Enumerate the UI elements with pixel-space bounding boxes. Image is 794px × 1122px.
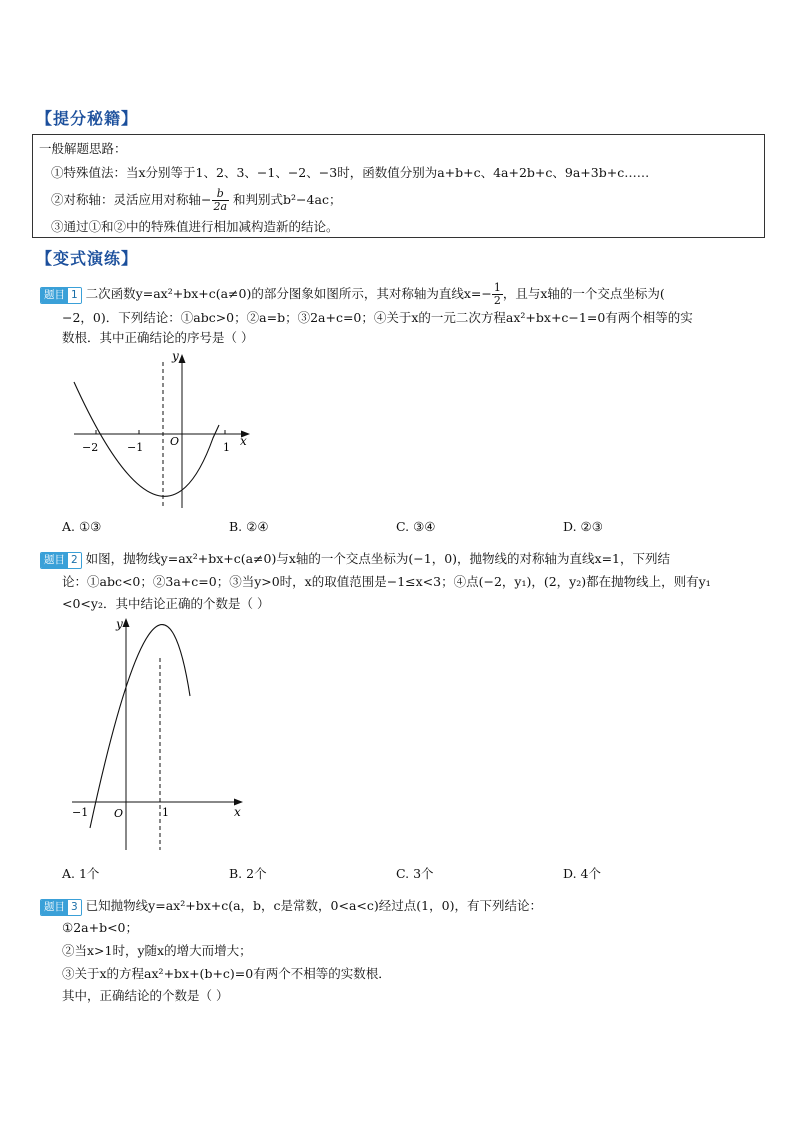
problem-1-graph — [60, 348, 260, 513]
origin-label: O — [170, 435, 180, 448]
tips-item-3: ③通过①和②中的特殊值进行相加减构造新的结论。 — [51, 219, 339, 234]
problem-1-line-1 — [40, 281, 665, 307]
problem-2-option-d[interactable]: D. 4个 — [563, 866, 601, 881]
x-axis-label: x — [240, 434, 247, 448]
problem-3-statement-1: ①2a+b<0； — [62, 920, 139, 935]
fraction-denominator: 2 — [493, 294, 501, 307]
y-axis-arrow — [123, 618, 130, 627]
fraction-numerator: b — [212, 188, 230, 201]
problem-2-option-c[interactable]: C. 3个 — [396, 866, 434, 881]
problem-1-option-b[interactable]: B. ②④ — [229, 519, 269, 534]
problem-3-statement-3: ③关于x的方程ax²+bx+(b+c)=0有两个不相等的实数根． — [62, 966, 391, 981]
problem-3-badge — [40, 899, 82, 916]
fraction-numerator: 1 — [493, 281, 501, 294]
tips-item-2-suffix: 和判别式b²−4ac； — [233, 192, 342, 207]
problem-2-line-2: 论：①abc<0；②3a+c=0；③当y>0时，x的取值范围是−1≤x<3；④点(−2，y₁)，(2，y₂)都在抛物线上，则有y₁ — [62, 574, 711, 589]
badge-number: 2 — [68, 553, 81, 568]
problem-2-line-3: <0<y₂．其中结论正确的个数是（ ） — [62, 596, 270, 611]
problem-1-text-b: ，且与x轴的一个交点坐标为( — [502, 286, 665, 301]
tick-label-neg2: −2 — [82, 441, 99, 454]
badge-number: 3 — [68, 900, 81, 915]
problem-1-text-a: 二次函数y=ax²+bx+c(a≠0)的部分图象如图所示，其对称轴为直线x=− — [85, 286, 492, 301]
problem-1-option-d[interactable]: D. ②③ — [563, 519, 603, 534]
tips-section-title: 【提分秘籍】 — [36, 109, 139, 128]
problem-2-option-b[interactable]: B. 2个 — [229, 866, 267, 881]
parabola-curve — [90, 625, 190, 828]
problem-2-graph — [68, 614, 258, 854]
problem-3-question: 其中，正确结论的个数是（ ） — [62, 988, 229, 1003]
badge-label: 题目 — [41, 553, 68, 568]
origin-label: O — [114, 807, 124, 820]
problem-3-text: 已知抛物线y=ax²+bx+c(a，b，c是常数，0<a<c)经过点(1，0)，有下列结论： — [85, 898, 542, 913]
problem-1-line-2: −2，0)．下列结论：①abc>0；②a=b；③2a+c=0；④关于x的一元二次方程ax²+bx+c−1=0有两个相等的实 — [62, 310, 693, 325]
problem-1-badge — [40, 287, 82, 304]
parabola-curve — [74, 382, 219, 496]
tips-item-2: ②对称轴：灵活应用对称轴− $\frac{b}{2a}$ 和判别式b²−4ac； — [51, 187, 342, 213]
y-axis-label: y — [172, 349, 179, 363]
problem-1-line-3: 数根．其中正确结论的序号是（ ） — [62, 330, 254, 345]
tick-label-neg1: −1 — [127, 441, 144, 454]
y-axis-label: y — [116, 617, 123, 631]
y-axis-arrow — [179, 354, 186, 363]
problem-2-line-1 — [40, 551, 670, 568]
badge-number: 1 — [68, 288, 81, 303]
problem-3-statement-2: ②当x>1时，y随x的增大而增大； — [62, 943, 252, 958]
tick-label-neg1: −1 — [72, 806, 89, 819]
badge-label: 题目 — [41, 900, 68, 915]
x-axis-label: x — [234, 805, 241, 819]
problem-3-line-1 — [40, 898, 542, 915]
practice-section-title: 【变式演练】 — [36, 249, 139, 268]
tips-item-2-prefix: ②对称轴：灵活应用对称轴 — [51, 192, 202, 207]
problem-1-fraction — [492, 282, 503, 307]
tick-label-1: 1 — [162, 806, 169, 819]
tips-box — [32, 134, 765, 238]
badge-label: 题目 — [41, 288, 68, 303]
problem-2-option-a[interactable]: A. 1个 — [62, 866, 100, 881]
problem-1-option-a[interactable]: A. ①③ — [62, 519, 102, 534]
fraction-denominator: 2a — [213, 200, 228, 213]
problem-1-option-c[interactable]: C. ③④ — [396, 519, 436, 534]
problem-2-text: 如图，抛物线y=ax²+bx+c(a≠0)与x轴的一个交点坐标为(−1，0)，抛物线的对称轴为直线x=1，下列结 — [85, 551, 671, 566]
tips-item-1: ①特殊值法：当x分别等于1、2、3、−1、−2、−3时，函数值分别为a+b+c、4a+2b+c、9a+3b+c…… — [51, 165, 650, 180]
tick-label-1: 1 — [223, 441, 230, 454]
problem-2-badge — [40, 552, 82, 569]
tips-intro: 一般解题思路： — [39, 141, 127, 156]
symmetry-axis-fraction — [212, 188, 230, 213]
